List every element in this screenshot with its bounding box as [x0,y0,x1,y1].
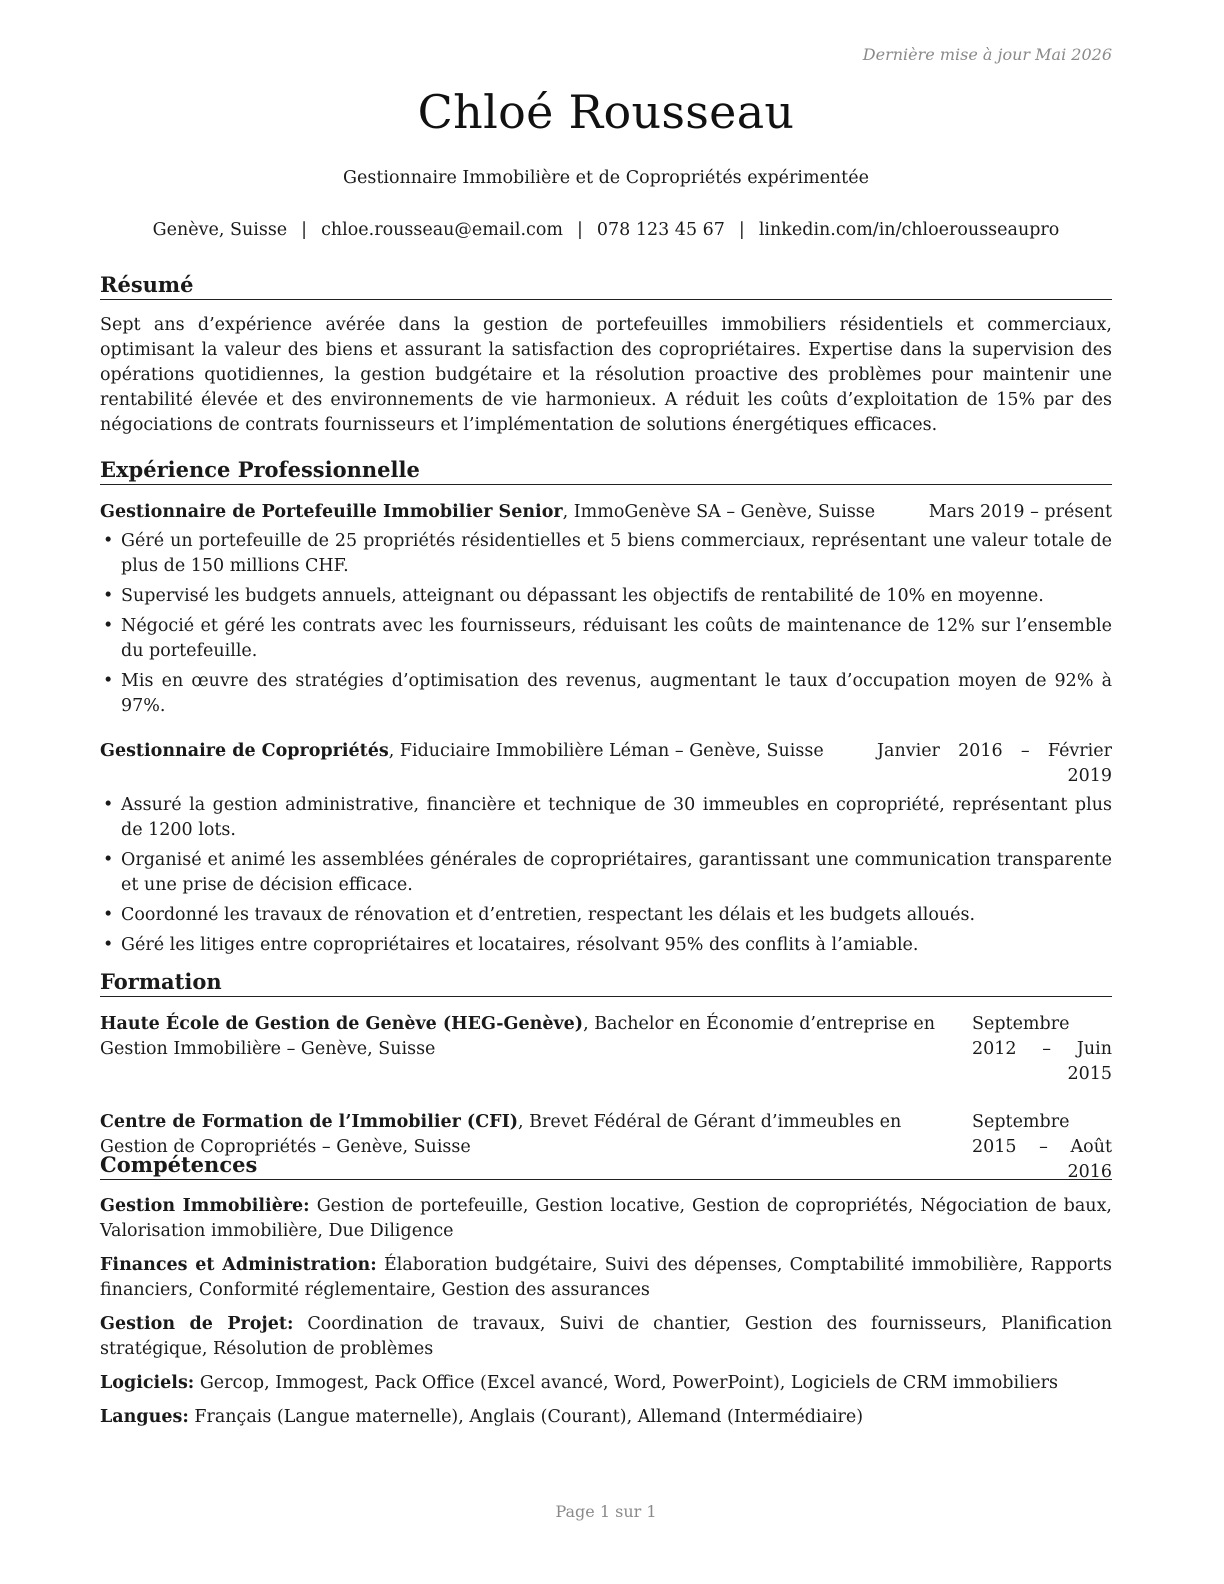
skill-row [100,1405,1112,1430]
job-bullet: • Géré les litiges entre copropriétaires et locataires, résolvant 95% des conflits à l’amiable. [100,933,1112,958]
job-bullet: • Supervisé les budgets annuels, atteignant ou dépassant les objectifs de rentabilité de 10% en moyenne. [100,584,1112,609]
job-role: Gestionnaire de Portefeuille Immobilier Senior [100,502,563,522]
skill-row [100,1253,1112,1303]
job-title-line [100,500,875,525]
skills-list [100,1194,1112,1430]
skill-text: Gercop, Immogest, Pack Office (Excel avancé, Word, PowerPoint), Logiciels de CRM immobiliers [194,1373,1058,1393]
skill-label: Finances et Administration: [100,1255,377,1275]
skill-text: Élaboration budgétaire, Suivi des dépenses, Comptabilité immobilière, Rapports financiers, Conformité réglementaire, Gestion des assurances [100,1255,1112,1300]
education-detail: , Brevet Fédéral de Gérant d’immeubles en Gestion de Copropriétés – Genève, Suisse [100,1112,902,1157]
job-bullet: • Assuré la gestion administrative, financière et technique de 30 immeubles en copropriété, représentant plus de 1200 lots. [100,793,1112,843]
skill-text: Français (Langue maternelle), Anglais (Courant), Allemand (Intermédiaire) [188,1407,864,1427]
job-header [100,739,1112,789]
contact-location: Genève, Suisse [152,220,288,240]
section-title: Compétences [100,1152,1112,1180]
contact-line [100,220,1112,240]
education-description [100,1012,972,1087]
education-dates: Septembre 2012 – Juin 2015 [972,1014,1112,1084]
job-bullets [100,529,1112,719]
job-company: , ImmoGenève SA – Genève, Suisse [562,502,876,522]
job-bullet: • Géré un portefeuille de 25 propriétés résidentielles et 5 biens commerciaux, représentant une valeur totale de plus de 150 millions CHF. [100,529,1112,579]
education-school: Centre de Formation de l’Immobilier (CFI) [100,1112,519,1132]
education-dates: Septembre 2015 – Août 2016 [972,1112,1112,1182]
contact-linkedin[interactable]: linkedin.com/in/chloerousseaupro [758,220,1060,240]
skills-section [100,1152,1112,1439]
page-number: Page 1 sur 1 [555,1502,657,1521]
contact-separator: | [301,220,308,240]
resume-page [100,0,1112,1584]
job-role: Gestionnaire de Copropriétés [100,741,389,761]
contact-phone: 078 123 45 67 [596,220,725,240]
skill-label: Gestion Immobilière: [100,1196,310,1216]
job-entry [100,500,1112,719]
contact-email[interactable]: chloe.rousseau@email.com [321,220,563,240]
job-company: , Fiduciaire Immobilière Léman – Genève, Suisse [388,741,824,761]
section-title: Résumé [100,272,1112,300]
skill-label: Gestion de Projet: [100,1314,294,1334]
job-entry [100,739,1112,958]
skill-row [100,1194,1112,1244]
job-bullet: • Coordonné les travaux de rénovation et d’entretien, respectant les délais et les budgets alloués. [100,903,1112,928]
section-title: Formation [100,969,1112,997]
candidate-name: Chloé Rousseau [417,85,795,139]
job-bullets [100,793,1112,958]
summary-section [100,272,1112,438]
skill-text: Coordination de travaux, Suivi de chantier, Gestion des fournisseurs, Planification stratégique, Résolution de problèmes [100,1314,1112,1359]
job-title-line [100,739,824,789]
skill-row [100,1371,1112,1396]
job-header [100,500,1112,525]
experience-section [100,457,1112,963]
last-updated: Dernière mise à jour Mai 2026 [862,45,1112,64]
skill-label: Langues: [100,1407,189,1427]
summary-text: Sept ans d’expérience avérée dans la gestion de portefeuilles immobiliers résidentiels et commerciaux, optimisant la valeur des biens et assurant la satisfaction des copropriétaires. Expertise dans la supervision des opérations quotidiennes, la gestion budgétaire et la résolution proactive des problèmes pour maintenir une rentabilité élevée et des environnements de vie harmonieux. A réduit les coûts d’exploitation de 15% par des négociations de contrats fournisseurs et l’implémentation de solutions énergétiques efficaces. [100,315,1112,435]
job-bullet: • Négocié et géré les contrats avec les fournisseurs, réduisant les coûts de maintenance de 12% sur l’ensemble du portefeuille. [100,614,1112,664]
contact-separator: | [738,220,745,240]
job-bullet: • Organisé et animé les assemblées générales de copropriétaires, garantissant une communication transparente et une prise de décision efficace. [100,848,1112,898]
contact-separator: | [576,220,583,240]
skill-row [100,1312,1112,1362]
skill-label: Logiciels: [100,1373,195,1393]
candidate-subtitle: Gestionnaire Immobilière et de Copropriétés expérimentée [343,168,869,188]
job-bullet: • Mis en œuvre des stratégies d’optimisation des revenus, augmentant le taux d’occupation moyen de 92% à 97%. [100,669,1112,719]
section-title: Expérience Professionnelle [100,457,1112,485]
skill-text: Gestion de portefeuille, Gestion locative, Gestion de copropriétés, Négociation de baux, Valorisation immobilière, Due Diligence [100,1196,1112,1241]
education-entry [100,1012,1112,1087]
job-dates: Janvier 2016 – Février 2019 [877,741,1112,786]
education-school: Haute École de Gestion de Genève (HEG-Genève) [100,1014,584,1034]
job-dates: Mars 2019 – présent [928,502,1112,522]
education-detail: , Bachelor en Économie d’entreprise en Gestion Immobilière – Genève, Suisse [100,1014,936,1059]
